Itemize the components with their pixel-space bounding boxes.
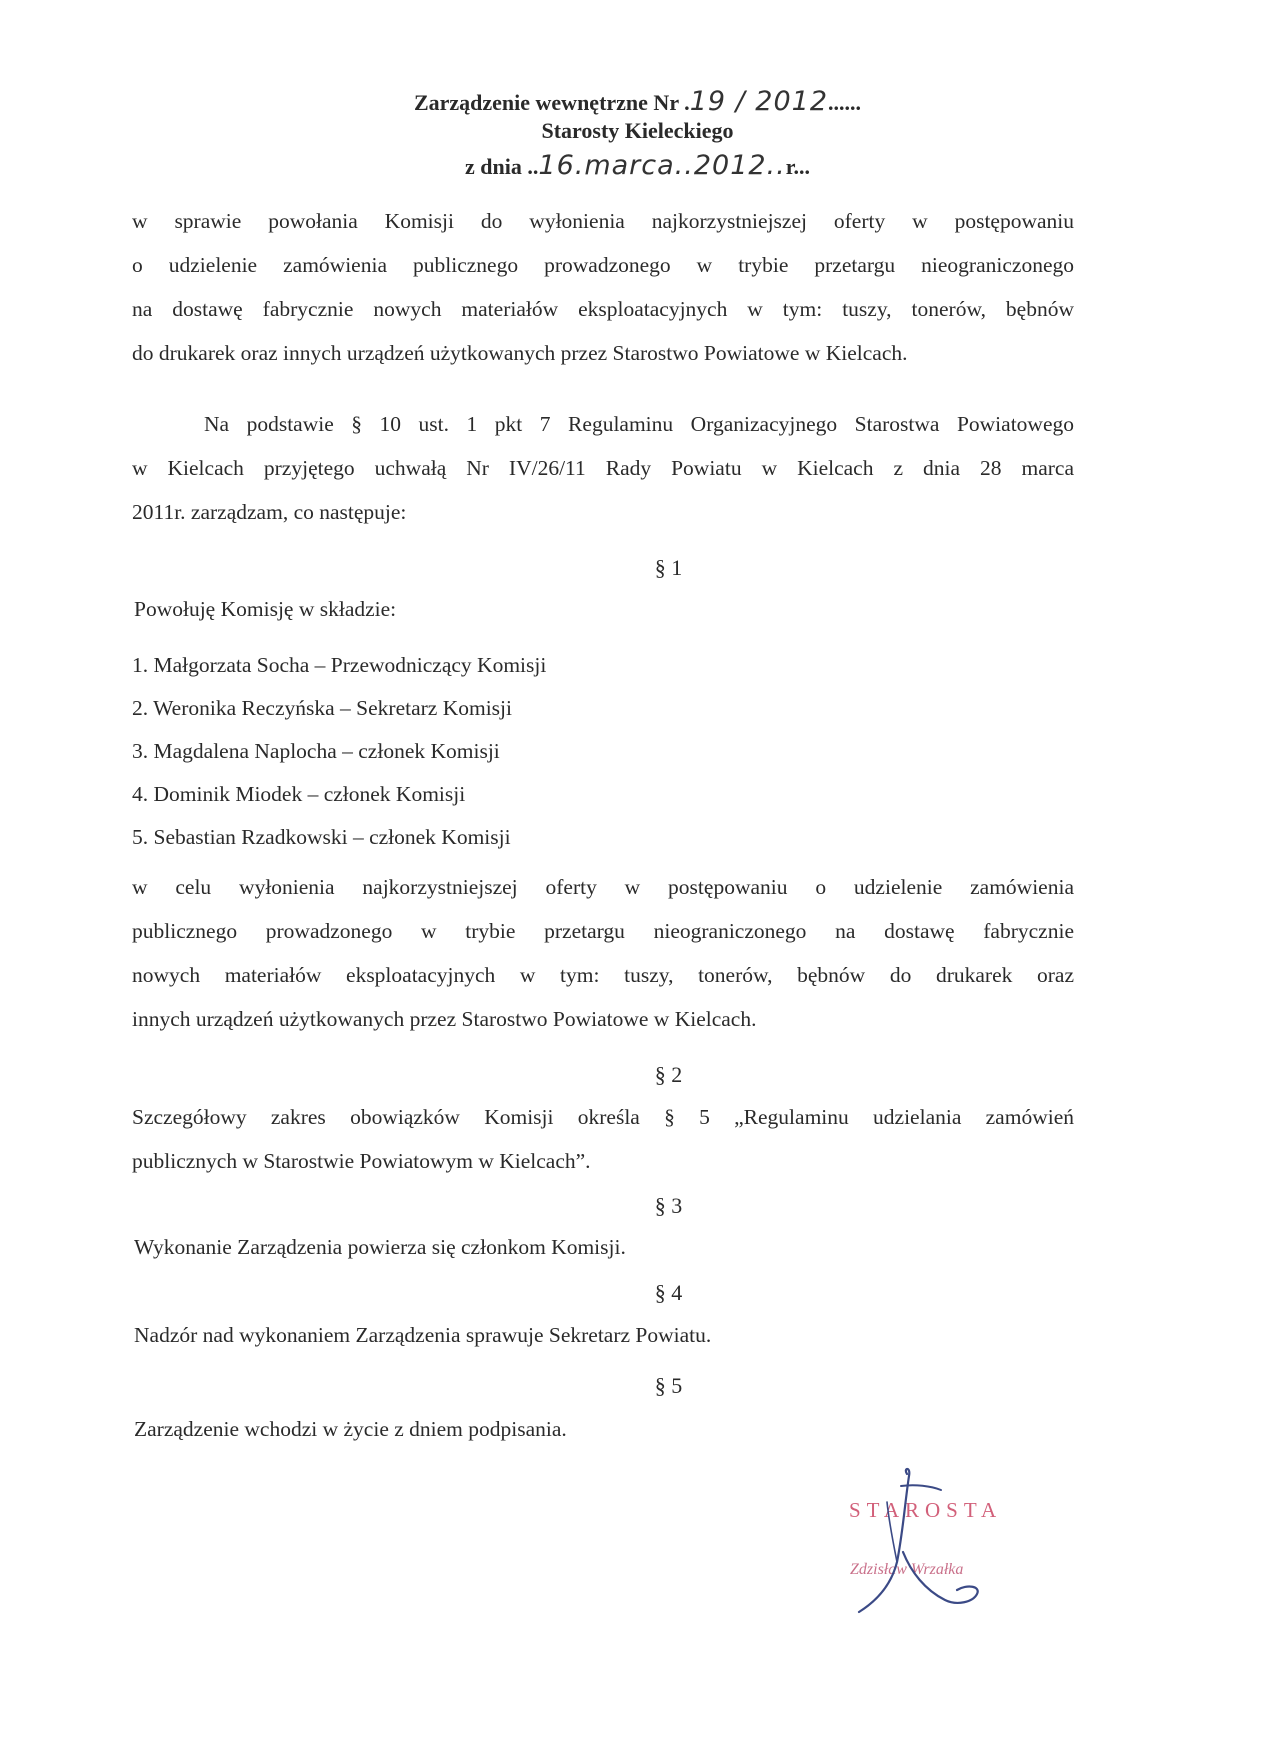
- handwritten-date: 16.marca..2012..: [538, 150, 786, 181]
- section-2-paragraph: [132, 1095, 1074, 1183]
- document-title: [0, 86, 1275, 117]
- committee-members-list: [132, 644, 546, 859]
- purpose-line: publicznego prowadzonego w trybie przetargu nieograniczonego na dostawę fabrycznie: [132, 919, 1074, 943]
- title-suffix: ......: [828, 90, 862, 115]
- legal-basis-paragraph: [132, 402, 1074, 534]
- subject-line: w sprawie powołania Komisji do wyłonienia najkorzystniejszej oferty w postępowaniu: [132, 209, 1074, 233]
- title-prefix: Zarządzenie wewnętrzne Nr .: [413, 90, 690, 115]
- committee-intro: Powołuję Komisję w składzie:: [134, 597, 397, 621]
- handwritten-number: 19 / 2012: [689, 86, 829, 117]
- purpose-line: w celu wyłonienia najkorzystniejszej oferty w postępowaniu o udzielenie zamówienia: [132, 875, 1074, 899]
- list-item: 4. Dominik Miodek – członek Komisji: [132, 782, 466, 806]
- section-3-heading: § 3: [654, 1193, 683, 1218]
- section-2-line: publicznych w Starostwie Powiatowym w Kielcach”.: [132, 1149, 591, 1173]
- purpose-line: nowych materiałów eksploatacyjnych w tym: tuszy, tonerów, bębnów do drukarek oraz: [132, 963, 1074, 987]
- section-2-heading: § 2: [654, 1062, 683, 1087]
- section-4-heading: § 4: [654, 1280, 683, 1305]
- purpose-paragraph: [132, 865, 1074, 1041]
- date-suffix: r...: [785, 154, 810, 179]
- purpose-line: innych urządzeń użytkowanych przez Starostwo Powiatowe w Kielcach.: [132, 1007, 757, 1031]
- section-5-text: Zarządzenie wchodzi w życie z dniem podpisania.: [134, 1417, 567, 1441]
- list-item: 1. Małgorzata Socha – Przewodniczący Komisji: [132, 653, 547, 677]
- list-item: 3. Magdalena Naplocha – członek Komisji: [132, 739, 500, 763]
- section-3-text: Wykonanie Zarządzenia powierza się członkom Komisji.: [134, 1235, 626, 1259]
- subject-line: do drukarek oraz innych urządzeń użytkowanych przez Starostwo Powiatowe w Kielcach.: [132, 341, 908, 365]
- document-date: [0, 150, 1275, 181]
- section-4-text: Nadzór nad wykonaniem Zarządzenia sprawuje Sekretarz Powiatu.: [134, 1323, 712, 1347]
- basis-line: w Kielcach przyjętego uchwałą Nr IV/26/11 Rady Powiatu w Kielcach z dnia 28 marca: [132, 456, 1074, 480]
- section-1-heading: § 1: [654, 555, 683, 580]
- subject-line: o udzielenie zamówienia publicznego prowadzonego w trybie przetargu nieograniczonego: [132, 253, 1074, 277]
- basis-line: 2011r. zarządzam, co następuje:: [132, 500, 407, 524]
- list-item: 2. Weronika Reczyńska – Sekretarz Komisji: [132, 696, 512, 720]
- basis-line: Na podstawie § 10 ust. 1 pkt 7 Regulaminu Organizacyjnego Starostwa Powiatowego: [204, 412, 1074, 436]
- list-item: 5. Sebastian Rzadkowski – członek Komisji: [132, 825, 511, 849]
- stamp-name: Zdzisław Wrzałka: [850, 1561, 964, 1578]
- date-prefix: z dnia ..: [465, 154, 539, 179]
- subject-line: na dostawę fabrycznie nowych materiałów eksploatacyjnych w tym: tuszy, tonerów, bębnów: [132, 297, 1074, 321]
- section-2-line: Szczegółowy zakres obowiązków Komisji określa § 5 „Regulaminu udzielania zamówień: [132, 1105, 1074, 1129]
- issuing-authority: Starosty Kieleckiego: [541, 118, 734, 143]
- subject-paragraph: [132, 199, 1074, 375]
- handwritten-signature: [845, 1462, 1025, 1622]
- stamp-title: STAROSTA: [849, 1498, 1003, 1522]
- section-5-heading: § 5: [654, 1373, 683, 1398]
